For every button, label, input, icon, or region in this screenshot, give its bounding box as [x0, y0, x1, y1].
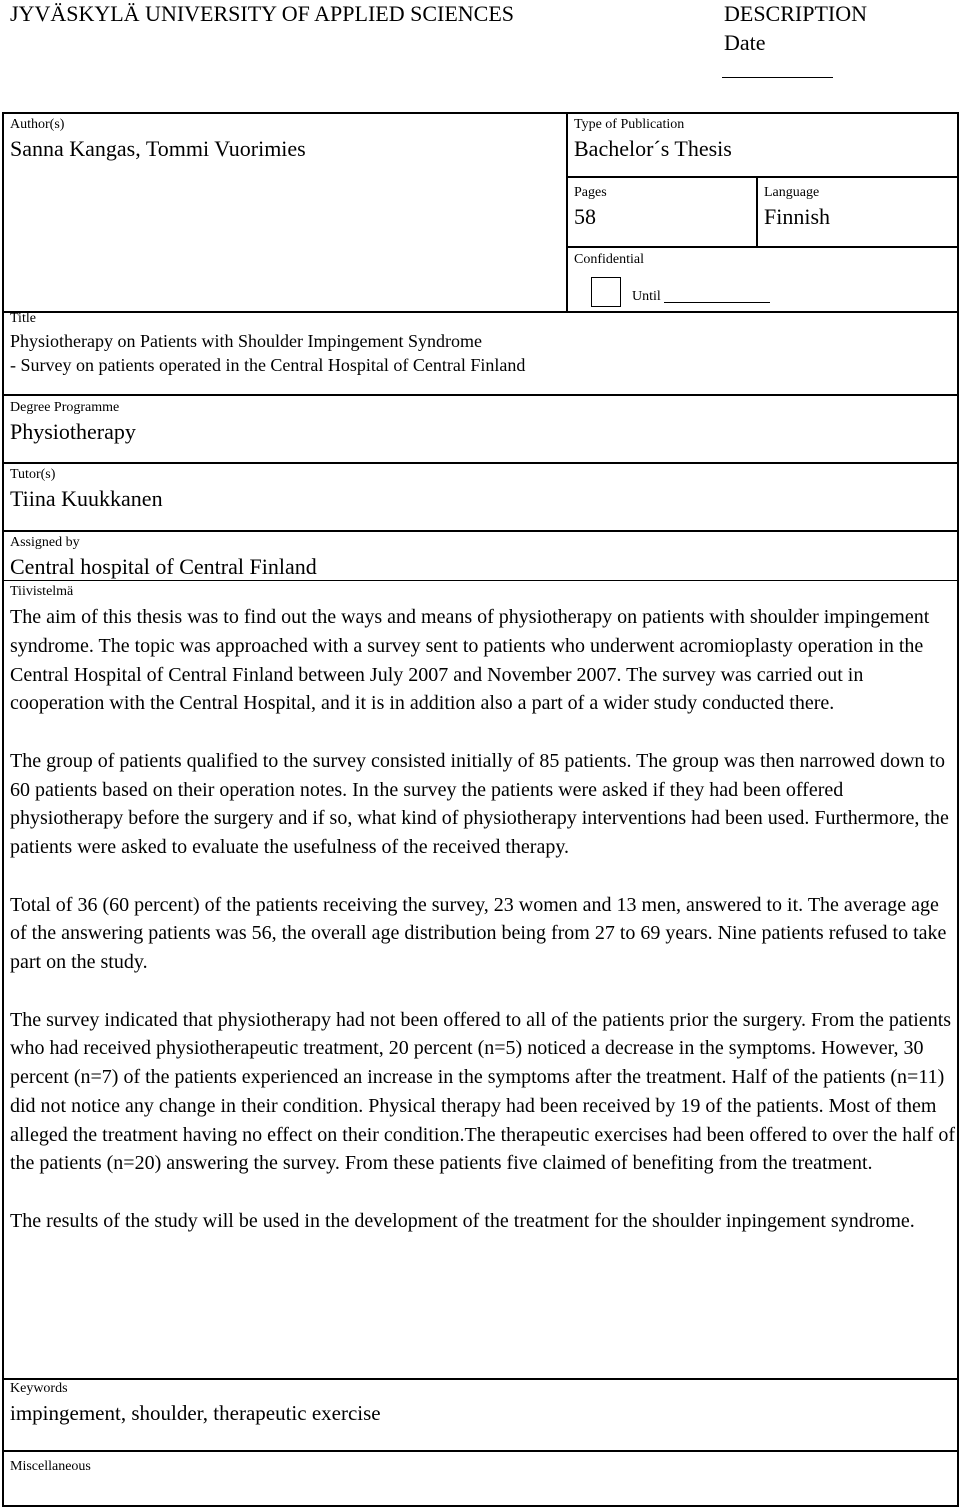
until-label: Until [632, 289, 661, 304]
date-label: Date [724, 30, 766, 55]
miscellaneous-top-border [2, 1450, 959, 1452]
abstract-paragraph: Total of 36 (60 percent) of the patients receiving the survey, 23 women and 13 men, answered to it. The average age of the answering patients was 56, the overall age distribution being from 27 to 69 years. Nine patients refused to take part on the study. [10, 893, 947, 973]
publication-type-value[interactable]: Bachelor´s Thesis [574, 136, 732, 161]
column-divider [566, 112, 568, 312]
language-label: Language [764, 185, 820, 200]
degree-programme-label: Degree Programme [10, 400, 120, 415]
title-top-border [2, 311, 959, 313]
frame-top-border [2, 112, 959, 114]
author-label: Author(s) [10, 117, 65, 132]
title-label: Title [10, 311, 36, 326]
assigned-top-border [2, 530, 959, 532]
until-date-blank-line[interactable] [664, 302, 770, 303]
title-subtitle[interactable]: - Survey on patients operated in the Central Hospital of Central Finland [10, 355, 526, 375]
author-value[interactable]: Sanna Kangas, Tommi Vuorimies [10, 136, 306, 161]
title-main[interactable]: Physiotherapy on Patients with Shoulder Impingement Syndrome [10, 331, 482, 351]
pages-bottom-border [566, 246, 959, 248]
language-value[interactable]: Finnish [764, 204, 831, 229]
assigned-by-value[interactable]: Central hospital of Central Finland [10, 554, 317, 579]
frame-right-border [957, 112, 959, 1506]
miscellaneous-label: Miscellaneous [10, 1459, 91, 1474]
frame-bottom-border [2, 1505, 959, 1507]
tutor-value[interactable]: Tiina Kuukkanen [10, 486, 163, 511]
publication-bottom-border [566, 176, 959, 178]
document-type: DESCRIPTION [724, 1, 868, 26]
degree-top-border [2, 394, 959, 396]
abstract-paragraph: The survey indicated that physiotherapy had not been offered to all of the patients prior the surgery. From the patients who had received physiotherapeutic treatment, 20 percent (n=5) noticed a decrease in the symptoms. However, 30 percent (n=7) of the patients experienced an increase in the symptoms after the treatment. Half of the patients (n=11) did not notice any change in their condition. Physical therapy had been received by 19 of the patients. Most of them alleged the treatment having no effect on their condition.The therapeutic exercises had been offered to over the half of the patients (n=20) answering the survey. From these patients five claimed of benefiting from the treatment. [10, 1008, 955, 1175]
frame-left-border [2, 112, 4, 1506]
abstract-top-border [2, 580, 959, 581]
keywords-label: Keywords [10, 1381, 68, 1396]
assigned-by-label: Assigned by [10, 535, 80, 550]
tutor-top-border [2, 462, 959, 464]
abstract-paragraph: The group of patients qualified to the survey consisted initially of 85 patients. The group was then narrowed down to 60 patients based on their operation notes. In the survey the patients were asked if they had been offered physiotherapy before the surgery and if so, what kind of physiotherapy interventions had been used. Furthermore, the patients were asked to evaluate the usefulness of the received therapy. [10, 749, 949, 858]
pages-language-divider [756, 176, 758, 247]
publication-type-label: Type of Publication [574, 117, 685, 132]
abstract-body[interactable] [10, 603, 955, 1236]
keywords-top-border [2, 1378, 959, 1380]
abstract-paragraph: The results of the study will be used in the development of the treatment for the shoulder inpingement syndrome. [10, 1209, 915, 1232]
tutor-label: Tutor(s) [10, 467, 56, 482]
date-blank-line[interactable] [722, 77, 833, 78]
keywords-value[interactable]: impingement, shoulder, therapeutic exercise [10, 1401, 381, 1425]
abstract-label: Tiivistelmä [10, 584, 74, 599]
pages-value[interactable]: 58 [574, 204, 596, 229]
confidential-checkbox[interactable] [591, 277, 621, 307]
abstract-paragraph: The aim of this thesis was to find out the ways and means of physiotherapy on patients with shoulder impingement syndrome. The topic was approached with a survey sent to patients who underwent acromioplasty operation in the Central Hospital of Central Finland between July 2007 and November 2007. The survey was carried out in cooperation with the Central Hospital, and it is in addition also a part of a wider study conducted there. [10, 606, 930, 715]
institution-name: JYVÄSKYLÄ UNIVERSITY OF APPLIED SCIENCES [10, 1, 515, 26]
degree-programme-value[interactable]: Physiotherapy [10, 419, 136, 444]
pages-label: Pages [574, 185, 607, 200]
confidential-label: Confidential [574, 252, 644, 267]
